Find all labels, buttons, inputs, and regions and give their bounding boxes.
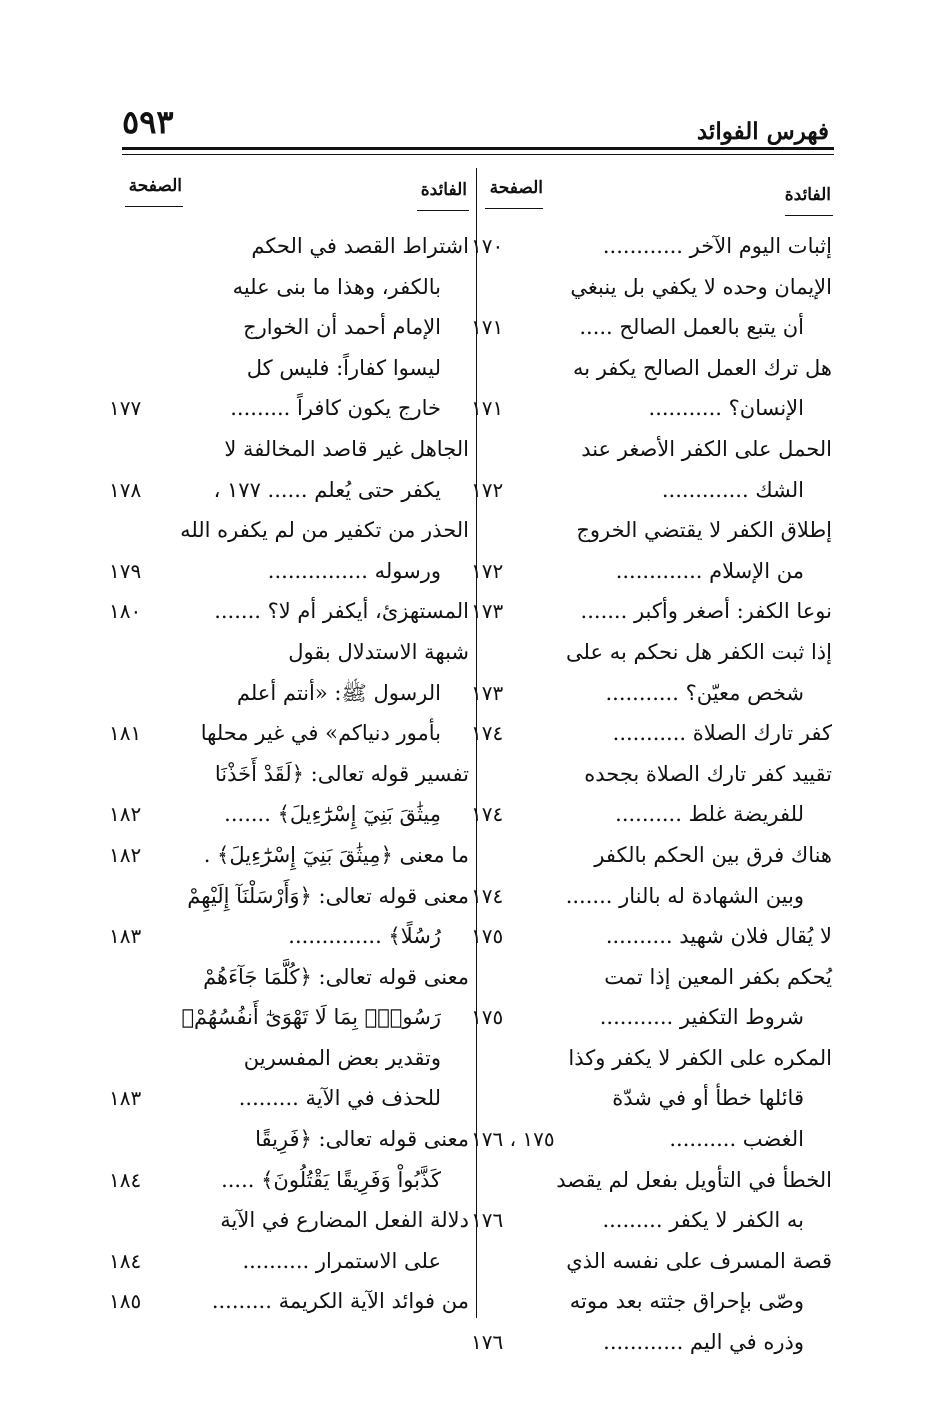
index-entry (109, 835, 469, 876)
index-entry-text: به الكفر لا يكفر ......... (602, 1208, 804, 1233)
index-entry (471, 1281, 832, 1322)
index-entry-page: ١٨٣ (109, 924, 142, 949)
index-entry-page: ١٧٢ (471, 477, 504, 502)
index-entry-page: ١٧٩ (109, 558, 142, 583)
index-entry (109, 591, 469, 632)
index-entry-text: الشك ............. (661, 477, 804, 502)
index-entry-page: ١٨٢ (109, 802, 142, 827)
index-entry (109, 388, 469, 429)
index-entry-text: قائلها خطأ أو في شدّة (612, 1086, 804, 1111)
index-entry (471, 632, 832, 673)
left-column-page-heading: الصفحة (128, 176, 182, 196)
page-title: فهرس الفوائد (696, 118, 829, 145)
index-entry-text: رُسُلًا﴾ .............. (288, 924, 441, 949)
index-entry (471, 673, 832, 714)
index-entry-page: ١٧٠ (471, 234, 504, 258)
index-entry-text: مِيثَٰقَ بَنِيٓ إِسْرَٰٓءِيلَ﴾ ....... (224, 802, 441, 827)
index-entry (471, 1200, 832, 1241)
index-entry (471, 876, 832, 917)
index-entry-text: الحذر من تكفير من لم يكفره الله (180, 518, 469, 543)
index-entry (109, 510, 469, 551)
index-entry-text: على الاستمرار .......... (242, 1248, 441, 1273)
right-column-label-heading-rule (785, 215, 833, 216)
index-entry-page: ١٧١ (471, 315, 504, 340)
index-entry (471, 1038, 832, 1079)
index-entry-text: يُحكم بكفر المعين إذا تمت (604, 964, 832, 989)
page-number: ٥٩٣ (122, 103, 174, 141)
index-entry-text: الحمل على الكفر الأصغر عند (581, 436, 832, 461)
index-entry (109, 1119, 469, 1160)
index-entry (471, 591, 832, 632)
index-entry-text: وذره في اليم ............ (603, 1330, 804, 1355)
index-entry-text: الإمام أحمد أن الخوارج (243, 315, 441, 340)
index-entry (471, 916, 832, 957)
header-rule-thin (122, 154, 834, 155)
index-entry (471, 470, 832, 511)
index-entry-text: خارج يكون كافراً ......... (230, 396, 441, 421)
index-entry-text: دلالة الفعل المضارع في الآية (220, 1208, 469, 1233)
index-entry (109, 1078, 469, 1119)
index-entry-page: ١٧٤ (471, 802, 504, 827)
index-entry-page: ١٧٣ (471, 680, 504, 705)
index-entry-text: الإيمان وحده لا يكفي بل ينبغي (570, 274, 832, 299)
index-entry (471, 1322, 832, 1363)
index-entry (109, 1241, 469, 1282)
index-entry (109, 957, 469, 998)
index-entry-page: ١٨٤ (109, 1248, 142, 1273)
index-entry-text: وصّى بإحراق جثته بعد موته (569, 1289, 804, 1314)
index-entry (109, 754, 469, 795)
index-entry (471, 957, 832, 998)
index-entry-text: تقييد كفر تارك الصلاة بجحده (584, 761, 832, 786)
index-entry (109, 1038, 469, 1079)
index-entry (471, 510, 832, 551)
index-entry (109, 673, 469, 714)
index-entry-page: ١٨٤ (109, 1167, 142, 1192)
right-index-column (471, 226, 832, 1363)
index-entry (109, 1281, 469, 1322)
index-entry-page: ١٧٤ (471, 721, 504, 746)
index-entry-text: قصة المسرف على نفسه الذي (566, 1248, 832, 1273)
index-entry-text: كفر تارك الصلاة ........... (612, 721, 832, 746)
index-entry (109, 470, 469, 511)
index-entry-text: وبين الشهادة له بالنار ....... (565, 883, 804, 908)
index-entry-text: الجاهل غير قاصد المخالفة لا (224, 436, 469, 461)
index-entry-text: نوعا الكفر: أصغر وأكبر ....... (580, 599, 832, 624)
index-entry (471, 1241, 832, 1282)
index-entry-text: ورسوله ............... (267, 558, 441, 583)
index-entry-text: إطلاق الكفر لا يقتضي الخروج (576, 518, 832, 543)
index-entry-text: ما معنى ﴿مِيثَٰقَ بَنِيٓ إِسْرَٰٓءِيلَ﴾ . (203, 842, 469, 867)
index-entry-text: بأمور دنياكم» في غير محلها (200, 721, 441, 746)
index-entry (109, 226, 469, 267)
index-entry (471, 754, 832, 795)
index-entry (471, 348, 832, 389)
index-entry-text: شروط التكفير ........... (599, 1005, 804, 1030)
index-entry-text: شبهة الاستدلال بقول (288, 639, 469, 664)
right-column-page-heading: الصفحة (489, 178, 543, 198)
index-entry-page: ١٧٥ (471, 924, 504, 949)
index-entry-text: يكفر حتى يُعلم ...... ١٧٧ ، (213, 477, 441, 502)
index-entry (109, 348, 469, 389)
index-entry (471, 794, 832, 835)
index-entry-page: ١٨٥ (109, 1289, 142, 1314)
index-entry-page: ١٨٠ (109, 599, 142, 624)
index-entry (471, 997, 832, 1038)
index-entry (471, 1078, 832, 1119)
index-entry-text: كَذَّبُواْ وَفَرِيقًا يَقْتُلُونَ﴾ ..... (221, 1167, 441, 1192)
header-rule-thick (122, 147, 834, 150)
index-entry-page: ١٨١ (109, 721, 142, 746)
index-entry-text: إذا ثبت الكفر هل نحكم به على (566, 639, 832, 664)
left-column-label-heading: الفائدة (420, 180, 467, 200)
index-entry-text: الخطأ في التأويل بفعل لم يقصد (556, 1167, 832, 1192)
index-entry-text: من الإسلام ............. (615, 558, 804, 583)
index-entry (471, 835, 832, 876)
index-entry-text: بالكفر، وهذا ما بنى عليه (232, 274, 441, 299)
index-entry-text: ليسوا كفاراً: فليس كل (246, 355, 441, 380)
index-entry (109, 713, 469, 754)
index-entry-page: ١٧٦ (471, 1208, 504, 1233)
index-entry (109, 307, 469, 348)
left-column-label-heading-rule (417, 210, 469, 211)
index-entry-page: ١٧٥ ، ١٧٦ (471, 1127, 555, 1152)
index-entry-text: معنى قوله تعالى: ﴿وَأَرْسَلْنَآ إِلَيْهِمْ (187, 883, 469, 908)
index-entry-text: من فوائد الآية الكريمة ......... (211, 1289, 469, 1314)
index-entry-text: هناك فرق بين الحكم بالكفر (594, 842, 832, 867)
index-entry (471, 307, 832, 348)
index-entry (109, 429, 469, 470)
index-entry (471, 429, 832, 470)
index-entry-text: المستهزئ، أيكفر أم لا؟ ....... (214, 599, 469, 624)
index-entry-text: اشتراط القصد في الحكم (251, 234, 469, 258)
index-entry-page: ١٧٧ (109, 396, 142, 421)
index-entry-text: هل ترك العمل الصالح يكفر به (572, 355, 832, 380)
index-entry (471, 388, 832, 429)
index-entry (109, 1200, 469, 1241)
index-entry (471, 713, 832, 754)
index-entry-text: أن يتبع بالعمل الصالح ..... (579, 315, 804, 340)
index-entry (471, 551, 832, 592)
index-entry (109, 997, 469, 1038)
index-entry (109, 794, 469, 835)
index-entry-text: وتقدير بعض المفسرين (243, 1045, 441, 1070)
index-entry (471, 1160, 832, 1201)
index-entry (109, 1160, 469, 1201)
right-column-label-heading: الفائدة (784, 185, 831, 205)
index-entry (109, 632, 469, 673)
index-entry-text: رَسُولٌۢ بِمَا لَا تَهْوَىٰٓ أَنفُسُهُمْ﴾ (181, 1005, 441, 1030)
index-entry-page: ١٧٤ (471, 883, 504, 908)
index-entry (471, 1119, 832, 1160)
index-entry (471, 226, 832, 267)
index-entry-page: ١٧٨ (109, 477, 142, 502)
index-entry-page: ١٨٢ (109, 842, 142, 867)
index-entry-text: تفسير قوله تعالى: ﴿لَقَدْ أَخَذْنَا (214, 761, 469, 786)
index-entry-text: للفريضة غلط .......... (615, 802, 804, 827)
index-entry-text: المكره على الكفر لا يكفر وكذا (568, 1045, 832, 1070)
index-entry-text: الغضب .......... (669, 1127, 804, 1152)
index-entry-text: شخص معيّن؟ ........... (605, 680, 804, 705)
left-index-column (109, 226, 469, 1322)
index-entry-page: ١٧٣ (471, 599, 504, 624)
index-entry (109, 267, 469, 308)
index-entry (109, 916, 469, 957)
index-entry-text: الإنسان؟ ........... (648, 396, 804, 421)
index-entry-page: ١٧٥ (471, 1005, 504, 1030)
index-entry-page: ١٨٣ (109, 1086, 142, 1111)
right-column-page-heading-rule (485, 208, 543, 209)
index-entry-page: ١٧١ (471, 396, 504, 421)
index-entry-text: لا يُقال فلان شهيد .......... (605, 924, 832, 949)
index-entry-text: معنى قوله تعالى: ﴿فَرِيقًا (255, 1127, 469, 1152)
index-entry-page: ١٧٦ (471, 1330, 504, 1355)
index-entry-text: للحذف في الآية ......... (238, 1086, 441, 1111)
index-entry-text: الرسول ﷺ: «أنتم أعلم (236, 680, 441, 705)
left-column-page-heading-rule (125, 206, 183, 207)
index-entry-text: إثبات اليوم الآخر ............ (602, 234, 832, 258)
index-entry (471, 267, 832, 308)
index-entry-text: معنى قوله تعالى: ﴿كُلَّمَا جَآءَهُمْ (203, 964, 469, 989)
index-entry (109, 876, 469, 917)
index-entry (109, 551, 469, 592)
index-entry-page: ١٧٢ (471, 558, 504, 583)
